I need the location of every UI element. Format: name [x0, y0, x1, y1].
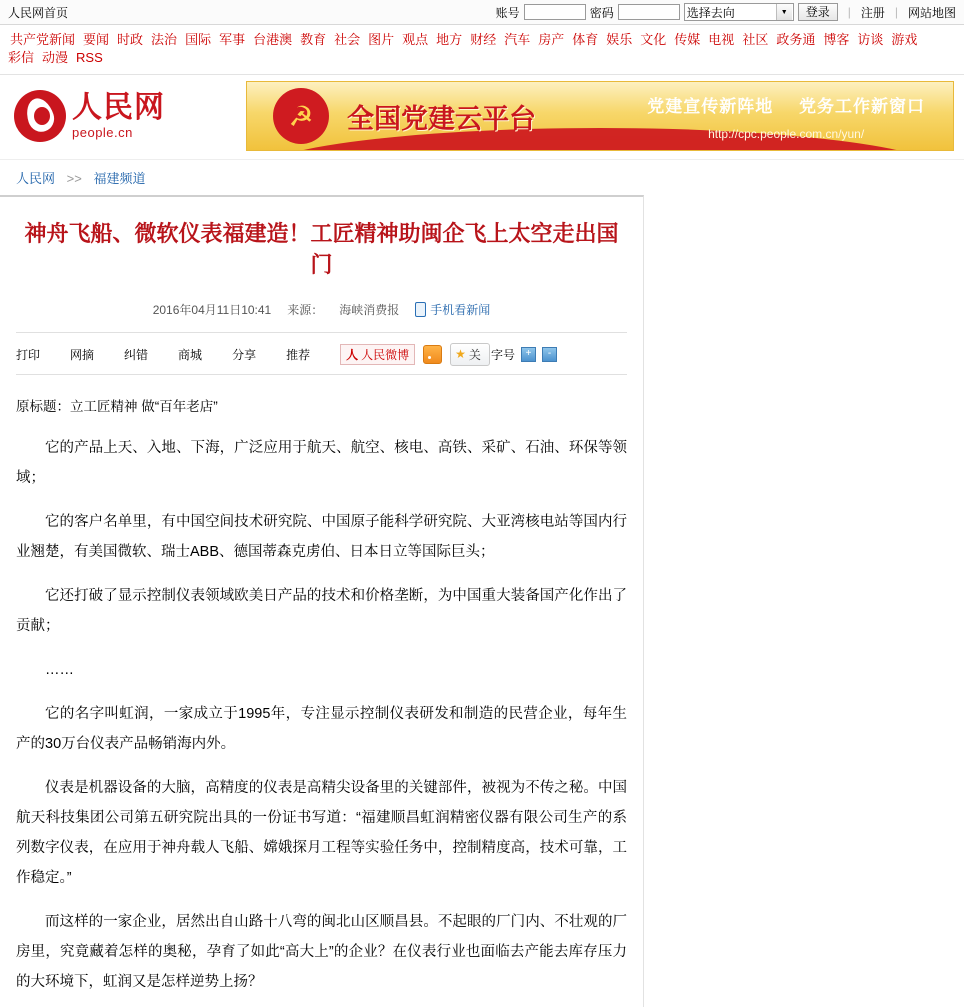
- banner-slogan-right: 党务工作新窗口: [799, 96, 925, 116]
- channel-link-14[interactable]: 房产: [538, 32, 565, 47]
- share-button[interactable]: 分享: [232, 347, 257, 362]
- breadcrumb: [0, 159, 964, 195]
- publish-date: 2016年04月11日10:41: [152, 302, 272, 317]
- channel-link-8[interactable]: 社会: [334, 32, 361, 47]
- divider: |: [847, 5, 851, 19]
- sitemap-link[interactable]: 网站地图: [907, 5, 956, 20]
- people-logo-icon: [14, 90, 66, 142]
- banner-title: 全国党建云平台: [347, 103, 536, 135]
- phone-icon: [415, 302, 426, 317]
- article-paragraph: 它的名字叫虹润，一家成立于1995年，专注显示控制仪表研发和制造的民营企业，每年生产的30万台仪表产品畅销海内外。: [16, 705, 627, 752]
- ad-banner[interactable]: [246, 81, 954, 151]
- channel-link-26[interactable]: 动漫: [42, 50, 69, 65]
- breadcrumb-item-fujian[interactable]: 福建频道: [93, 171, 146, 186]
- channel-link-27[interactable]: RSS: [76, 50, 103, 65]
- correction-button[interactable]: 纠错: [124, 347, 149, 362]
- account-input[interactable]: [524, 4, 586, 20]
- channel-link-16[interactable]: 娱乐: [606, 32, 633, 47]
- chevron-down-icon: ▼: [776, 4, 792, 20]
- banner-url: http://cpc.people.com.cn/yun/: [708, 126, 865, 141]
- channel-link-1[interactable]: 要闻: [83, 32, 110, 47]
- channel-link-9[interactable]: 图片: [368, 32, 395, 47]
- mobile-news-link[interactable]: [415, 301, 490, 318]
- banner-slogans: [637, 92, 935, 141]
- webclip-button[interactable]: 网摘: [70, 347, 95, 362]
- top-utility-bar: [0, 0, 964, 25]
- mobile-news-label: 手机看新闻: [430, 302, 491, 317]
- divider: |: [894, 5, 898, 19]
- weibo-label: 人民微博: [361, 347, 410, 362]
- channel-link-7[interactable]: 教育: [300, 32, 327, 47]
- article-paragraph: 它的客户名单里，有中国空间技术研究院、中国原子能科学研究院、大亚湾核电站等国内行业翘楚，有美国微软、瑞士ABB、德国蒂森克虏伯、日本日立等国际巨头；: [16, 513, 627, 560]
- article-column: [0, 195, 644, 1007]
- rss-icon[interactable]: [423, 345, 442, 364]
- original-title: 原标题：立工匠精神 做“百年老店”: [16, 398, 218, 414]
- channel-link-24[interactable]: 游戏: [891, 32, 918, 47]
- article-paragraph: 仪表是机器设备的大脑，高精度的仪表是高精尖设备里的关键部件，被视为不传之秘。中国航天科技集团公司第五研究院出具的一份证书写道：“福建顺昌虹润精密仪器有限公司生产的系列数字仪表，在应用于神舟载人飞船、嫦娥探月工程等实验任务中，控制精度高，技术可靠，工作稳定。”: [16, 779, 627, 886]
- article-paragraph: 它还打破了显示控制仪表领域欧美日产品的技术和价格垄断，为中国重大装备国产化作出了贡献；: [16, 587, 627, 634]
- site-logo[interactable]: [14, 90, 214, 142]
- font-decrease-button[interactable]: -: [542, 347, 557, 362]
- banner-slogan-left: 党建宣传新阵地: [647, 96, 774, 116]
- channel-link-19[interactable]: 电视: [708, 32, 735, 47]
- city-select[interactable]: [684, 3, 794, 21]
- channel-link-6[interactable]: 台港澳: [253, 32, 293, 47]
- people-home-link[interactable]: 人民网首页: [8, 5, 69, 20]
- channel-link-12[interactable]: 财经: [470, 32, 497, 47]
- page-title: 神舟飞船、微软仪表福建造！工匠精神助闽企飞上太空走出国门: [24, 221, 619, 278]
- article-body: [16, 433, 627, 997]
- channel-link-25[interactable]: 彩信: [8, 50, 35, 65]
- breadcrumb-separator: >>: [66, 171, 82, 186]
- mall-button[interactable]: 商城: [178, 347, 203, 362]
- favorite-label: 关: [468, 347, 481, 362]
- account-label: 账号: [495, 5, 520, 20]
- page-body: [0, 195, 964, 1007]
- password-input[interactable]: [618, 4, 680, 20]
- article-meta: [16, 301, 627, 333]
- print-button[interactable]: 打印: [16, 347, 41, 362]
- channel-link-2[interactable]: 时政: [117, 32, 144, 47]
- channel-link-17[interactable]: 文化: [640, 32, 667, 47]
- channel-link-22[interactable]: 博客: [823, 32, 850, 47]
- breadcrumb-item-people[interactable]: 人民网: [16, 171, 56, 186]
- login-group: [496, 3, 956, 21]
- star-icon: ★: [455, 347, 466, 362]
- font-increase-button[interactable]: +: [521, 347, 536, 362]
- channel-link-15[interactable]: 体育: [572, 32, 599, 47]
- logo-en-text: people.cn: [72, 125, 133, 140]
- source-name: 海峡消费报: [339, 302, 400, 317]
- weibo-share-button[interactable]: [340, 344, 415, 365]
- favorite-button[interactable]: [450, 343, 490, 366]
- article-toolbar: [16, 333, 627, 375]
- password-label: 密码: [589, 5, 614, 20]
- recommend-button[interactable]: 推荐: [286, 347, 311, 362]
- channel-nav: [0, 25, 964, 75]
- font-size-label: 字号: [490, 347, 515, 362]
- channel-link-13[interactable]: 汽车: [504, 32, 531, 47]
- party-emblem-icon: ☭: [273, 88, 329, 144]
- channel-link-5[interactable]: 军事: [219, 32, 246, 47]
- banner-slogan-row: [637, 92, 935, 117]
- article-paragraph: 而这样的一家企业，居然出自山路十八弯的闽北山区顺昌县。不起眼的厂门内、不壮观的厂房里，究竟藏着怎样的奥秘，孕育了如此“高大上”的企业？在仪表行业也面临去产能去库存压力的大环境下，虹润又是怎样逆势上扬？: [16, 913, 627, 990]
- source-label: 来源：: [287, 302, 324, 317]
- channel-link-4[interactable]: 国际: [185, 32, 212, 47]
- font-size-control: [491, 346, 557, 363]
- login-button[interactable]: 登录: [798, 3, 838, 21]
- site-header: [0, 75, 964, 159]
- right-sidebar: [644, 195, 964, 1007]
- channel-link-23[interactable]: 访谈: [857, 32, 884, 47]
- city-select-value: 选择去向: [686, 5, 735, 20]
- channel-link-21[interactable]: 政务通: [776, 32, 816, 47]
- article-paragraph: 它的产品上天、入地、下海，广泛应用于航天、航空、核电、高铁、采矿、石油、环保等领域；: [16, 439, 627, 486]
- channel-link-20[interactable]: 社区: [742, 32, 769, 47]
- register-link[interactable]: 注册: [860, 5, 885, 20]
- channel-link-18[interactable]: 传媒: [674, 32, 701, 47]
- channel-link-10[interactable]: 观点: [402, 32, 429, 47]
- logo-cn-text: 人民网: [72, 90, 165, 125]
- weibo-icon: 人: [346, 347, 359, 362]
- channel-link-3[interactable]: 法治: [151, 32, 178, 47]
- channel-link-11[interactable]: 地方: [436, 32, 463, 47]
- logo-wordmark: [72, 90, 165, 140]
- channel-link-0[interactable]: 共产党新闻: [10, 32, 76, 47]
- article-paragraph: ……: [45, 661, 74, 678]
